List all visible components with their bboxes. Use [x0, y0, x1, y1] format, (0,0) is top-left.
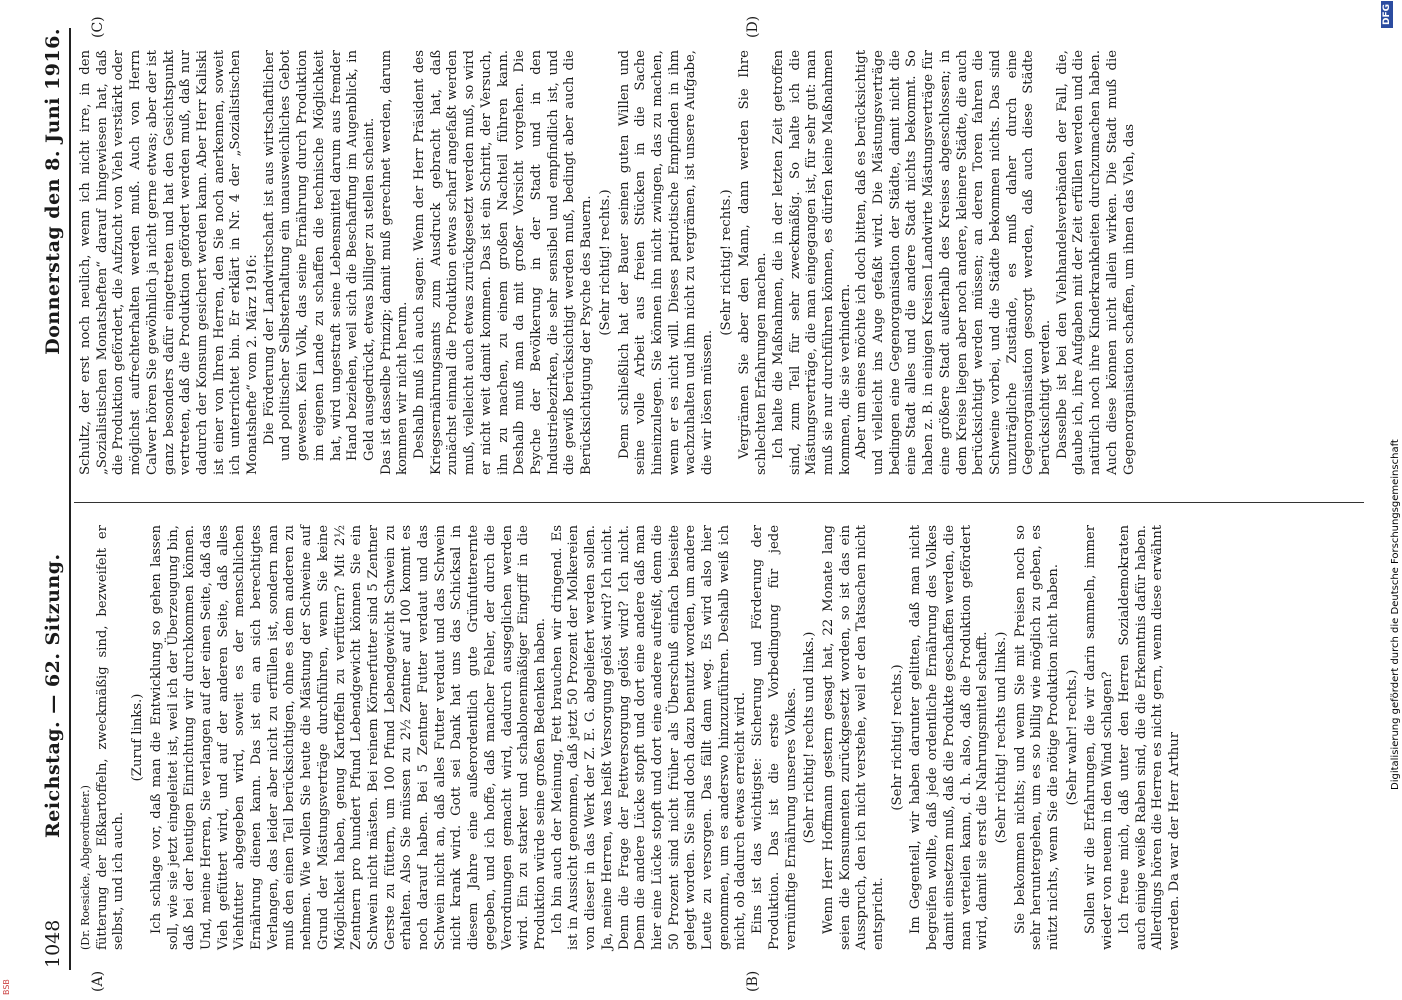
- paragraph: Vergrämen Sie aber den Mann, dann werden Sie Ihre schlechten Erfahrungen machen.: [737, 50, 770, 475]
- paragraph: fütterung der Eßkartoffeln, zweckmäßig sind, bezweifelt er selbst, und ich auch.: [94, 525, 127, 950]
- margin-mark-c: (C): [90, 16, 106, 38]
- right-column: [78, 50, 1138, 475]
- column-divider: [74, 502, 1364, 503]
- interjection: (Sehr richtig! rechts.): [889, 664, 905, 811]
- digitization-note: Digitalisierung gefördert durch die Deutsche Forschungsgemeinschaft: [1390, 439, 1401, 790]
- interjection: (Zuruf links.): [130, 693, 146, 782]
- speaker-note: (Dr. Roesicke, Abgeordneter.): [79, 785, 92, 950]
- paragraph: Deshalb muß ich auch sagen: Wenn der Herr Präsident des Kriegsernährungsamts zum Ausdruck gebracht hat, daß zunächst einmal die Produktion etwas scharf angefaßt werden muß, vielleicht auch etwas zurückgesetzt werden muß, so wird er nicht weit damit kommen. Das ist ein Schritt, der Versuch, ihn zu machen, zu einem großen Nachteil führen kann. Deshalb muß man da mit großer Vorsicht vorgehen. Die Psyche der Bevölkerung in der Stadt und in den Industriebezirken, die sehr sensibel und empfindlich ist, und die gewiß berücksichtigt werden muß, bedingt aber auch die Berücksichtigung der Psyche des Bauern.: [412, 50, 595, 475]
- paragraph: Wenn Herr Hoffmann gestern gesagt hat, 22 Monate lang seien die Konsumenten zurückgesetzt worden, so ist das ein Ausspruch, den ich nicht verstehe, weil er den Tatsachen nicht entspricht.: [820, 525, 887, 950]
- paragraph: Denn schließlich hat der Bauer seinen guten Willen und seine volle Arbeit aus freien Stücken in die Sache hineinzulegen. Sie können ihn nicht zwingen, das zu machen, wenn er es nicht will. Dieses patriotische Empfinden in ihm wachzuhalten und ihm nicht zu vergrämen, ist unsere Aufgabe, die wir lösen müssen.: [616, 50, 716, 475]
- left-column: [78, 525, 1184, 950]
- interjection: (Sehr richtig! rechts und links.): [802, 631, 818, 844]
- paragraph: Im Gegenteil, wir haben darunter gelitten, daß man nicht begreifen wollte, daß jede ordentliche Ernährung des Volkes damit einsetzen muß, daß die Produkte geschaffen werden, die man verteilen kann, d. h. also, daß die Produktion gefördert wird, damit sie erst die Nahrungsmittel schafft.: [908, 525, 991, 950]
- interjection: (Sehr richtig! rechts und links.): [993, 631, 1009, 844]
- paragraph: Sollen wir die Erfahrungen, die wir darin sammeln, immer wieder von neuem in den Wind schlagen?: [1083, 525, 1116, 950]
- margin-mark-a: (A): [90, 970, 106, 992]
- page-header: [40, 28, 70, 968]
- paragraph: Sie bekommen nichts; und wenn Sie mit Preisen noch so sehr heruntergehen, um es so billig wie möglich zu geben, es nützt nichts, wenn Sie die nötige Produktion nicht haben.: [1012, 525, 1062, 950]
- paragraph: Aber um eines möchte ich doch bitten, daß es berücksichtigt und vielleicht ins Auge gefaßt wird. Die Mästungsverträge bedingen eine Gegenorganisation der Städte, damit nicht die eine Stadt alles und die andere Stadt nichts bekommt. So haben z. B. in einigen Kreisen Landwirte Mästungsverträge für eine größere Stadt außerhalb des Kreises abgeschlossen; in dem Kreise liegen aber noch andere, kleinere Städte, die auch berücksichtigt werden müssen; an deren Toren fahren die Schweine vorbei, und die Städte bekommen nichts. Das sind unzuträgliche Zustände, es muß daher durch eine Gegenorganisation gesorgt werden, daß auch diese Städte berücksichtigt werden.: [854, 50, 1054, 475]
- quotation: Die Förderung der Landwirtschaft ist aus wirtschaftlicher und politischer Selbsterhaltung ein unausweichliches Gebot gewesen. Kein Volk, das seine Ernährung durch Produktion im eigenen Lande zu schaffen die technische Möglichkeit hat, wird ungestraft seine Lebensmittel darum aus fremder Hand beziehen, weil sich die Beschaffung im Augenblick, in Geld ausgedrückt, etwas billiger zu stellen scheint.: [261, 50, 377, 461]
- dfg-logo: DFG: [1381, 1, 1393, 28]
- paragraph: Das ist dasselbe Prinzip; damit muß gerechnet werden, darum kommen wir nicht herum.: [378, 50, 411, 475]
- session-title: Reichstag. — 62. Sitzung.: [42, 553, 64, 838]
- interjection: (Sehr wahr! rechts.): [1064, 669, 1080, 806]
- interjection: (Sehr richtig! rechts.): [718, 189, 734, 336]
- bsb-mark: BSB: [2, 979, 11, 995]
- header-rule: [69, 28, 71, 970]
- paragraph: Ich halte die Maßnahmen, die in der letzten Zeit getroffen sind, zum Teil für sehr zweckmäßig. So halte ich die Mästungsverträge, die man eingegangen ist, für sehr gut: man muß sie nur durchführen können, es dürfen keine Maßnahmen kommen, die sie verhindern.: [770, 50, 853, 475]
- interjection: (Sehr richtig! rechts.): [597, 189, 613, 336]
- paragraph: Ich freue mich, daß unter den Herren Sozialdemokraten auch einige weiße Raben sind, die die Erkenntnis dafür haben. Allerdings hören die Herren es nicht gern, wenn diese erwähnt werden. Da war der Herr Arthur: [1116, 525, 1182, 950]
- margin-mark-d: (D): [745, 15, 761, 38]
- paragraph: Dasselbe ist bei den Viehhandelsverbänden der Fall, die, glaube ich, ihre Aufgaben mit der Zeit erfüllen werden und die natürlich noch ihre Kinderkrankheiten durchzumachen haben. Auch diese können nicht allein wirken. Die Stadt muß die Gegenorganisation schaffen, um ihnen das Vieh, das: [1054, 50, 1137, 475]
- session-date: Donnerstag den 8. Juni 1916.: [42, 28, 64, 355]
- paragraph: Schultz, der erst noch neulich, wenn ich nicht irre, in den „Sozialistischen Monatsheften“ darauf hingewiesen hat, daß die Produktion gefördert, die Aufzucht von Vieh verstärkt oder möglichst aufrechterhalten werden muß. Auch von Herrn Calwer hören Sie gewöhnlich ja nicht gerne etwas; aber der ist ganz besonders dafür eingetreten und hat den Gesichtspunkt vertreten, daß die Produktion gefördert werden muß, daß nur dadurch der Konsum gesichert werden kann. Aber Herr Kaliski ist einer von Ihren Herren, den Sie noch anerkennen, soweit ich unterrichtet bin. Er erklärt in Nr. 4 der „Sozialistischen Monatshefte“ vom 2. März 1916:: [78, 50, 261, 475]
- paragraph: Eins ist das wichtigste: Sicherung und Förderung der Produktion. Das ist die erste Vorbedingung für jede vernünftige Ernährung unseres Volkes.: [750, 525, 799, 950]
- paragraph: Ich schlage vor, daß man die Entwicklung so gehen lassen soll, wie sie jetzt eingeleitet ist, weil ich der Überzeugung bin, daß bei der heutigen Einrichtung wir durchkommen können. Und, meine Herren, Sie verlangen auf der einen Seite, daß das Vieh gefüttert wird, und auf der anderen Seite, daß alles Viehfutter abgegeben wird, soweit es der menschlichen Ernährung dienen kann. Das ist ein an sich berechtigtes Verlangen, das leider aber nicht zu erfüllen ist, sondern man muß den einen Teil berücksichtigen, ohne es dem anderen zu nehmen. Wie wollen Sie heute die Mästung der Schweine auf Grund der Mästungsverträge durchführen, wenn Sie keine Möglichkeit haben, genug Kartoffeln zu verfüttern? Mit 2½ Zentnern pro hundert Pfund Lebendgewicht können Sie ein Schwein nicht mästen. Bei reinem Körnerfutter sind 5 Zentner Gerste zu füttern, um 100 Pfund Lebendgewicht Schwein zu erhalten. Also Sie müssen zu 2½ Zentner auf 100 kommt es noch darauf haben. Bei 5 Zentner Futter verdaut und das Schwein nicht an, daß alles Futter verdaut und das Schwein nicht krank wird. Gott sei Dank hat uns das Schicksal in diesem Jahre eine außerordentlich gute Grünfutterernte gegeben, und ich hoffe, daß mancher Fehler, der durch die Verordnungen gemacht wird, dadurch ausgeglichen werden wird. Ein zu starker und schablonenmäßiger Eingriff in die Produktion würde seine großen Bedenken haben.: [148, 525, 548, 950]
- page-number: 1048: [42, 919, 64, 968]
- paragraph: Ich bin auch der Meinung, Fett brauchen wir dringend. Es ist in Aussicht genommen, daß jetzt 50 Prozent der Molkereien von dieser in das Werk der Z. E. G. abgeliefert werden sollen. Ja, meine Herren, was heißt Versorgung gelöst wird? Ich nicht. Denn die Frage der Fettversorgung gelöst wird? Ich nicht. Denn die andere Lücke stopft und dort eine andere daß man hier eine Lücke stopft und dort eine andere aufreißt, denn die 50 Prozent sind nicht früher als Überschuß einfach beiseite gelegt worden. Sie sind doch dazu benutzt worden, um andere Leute zu versorgen. Das fällt dann weg. Es wird also hier genommen, um es anderswo hinzuzuführen. Deshalb weiß ich nicht, ob dadurch etwas erreicht wird.: [549, 525, 749, 950]
- margin-mark-b: (B): [745, 970, 761, 992]
